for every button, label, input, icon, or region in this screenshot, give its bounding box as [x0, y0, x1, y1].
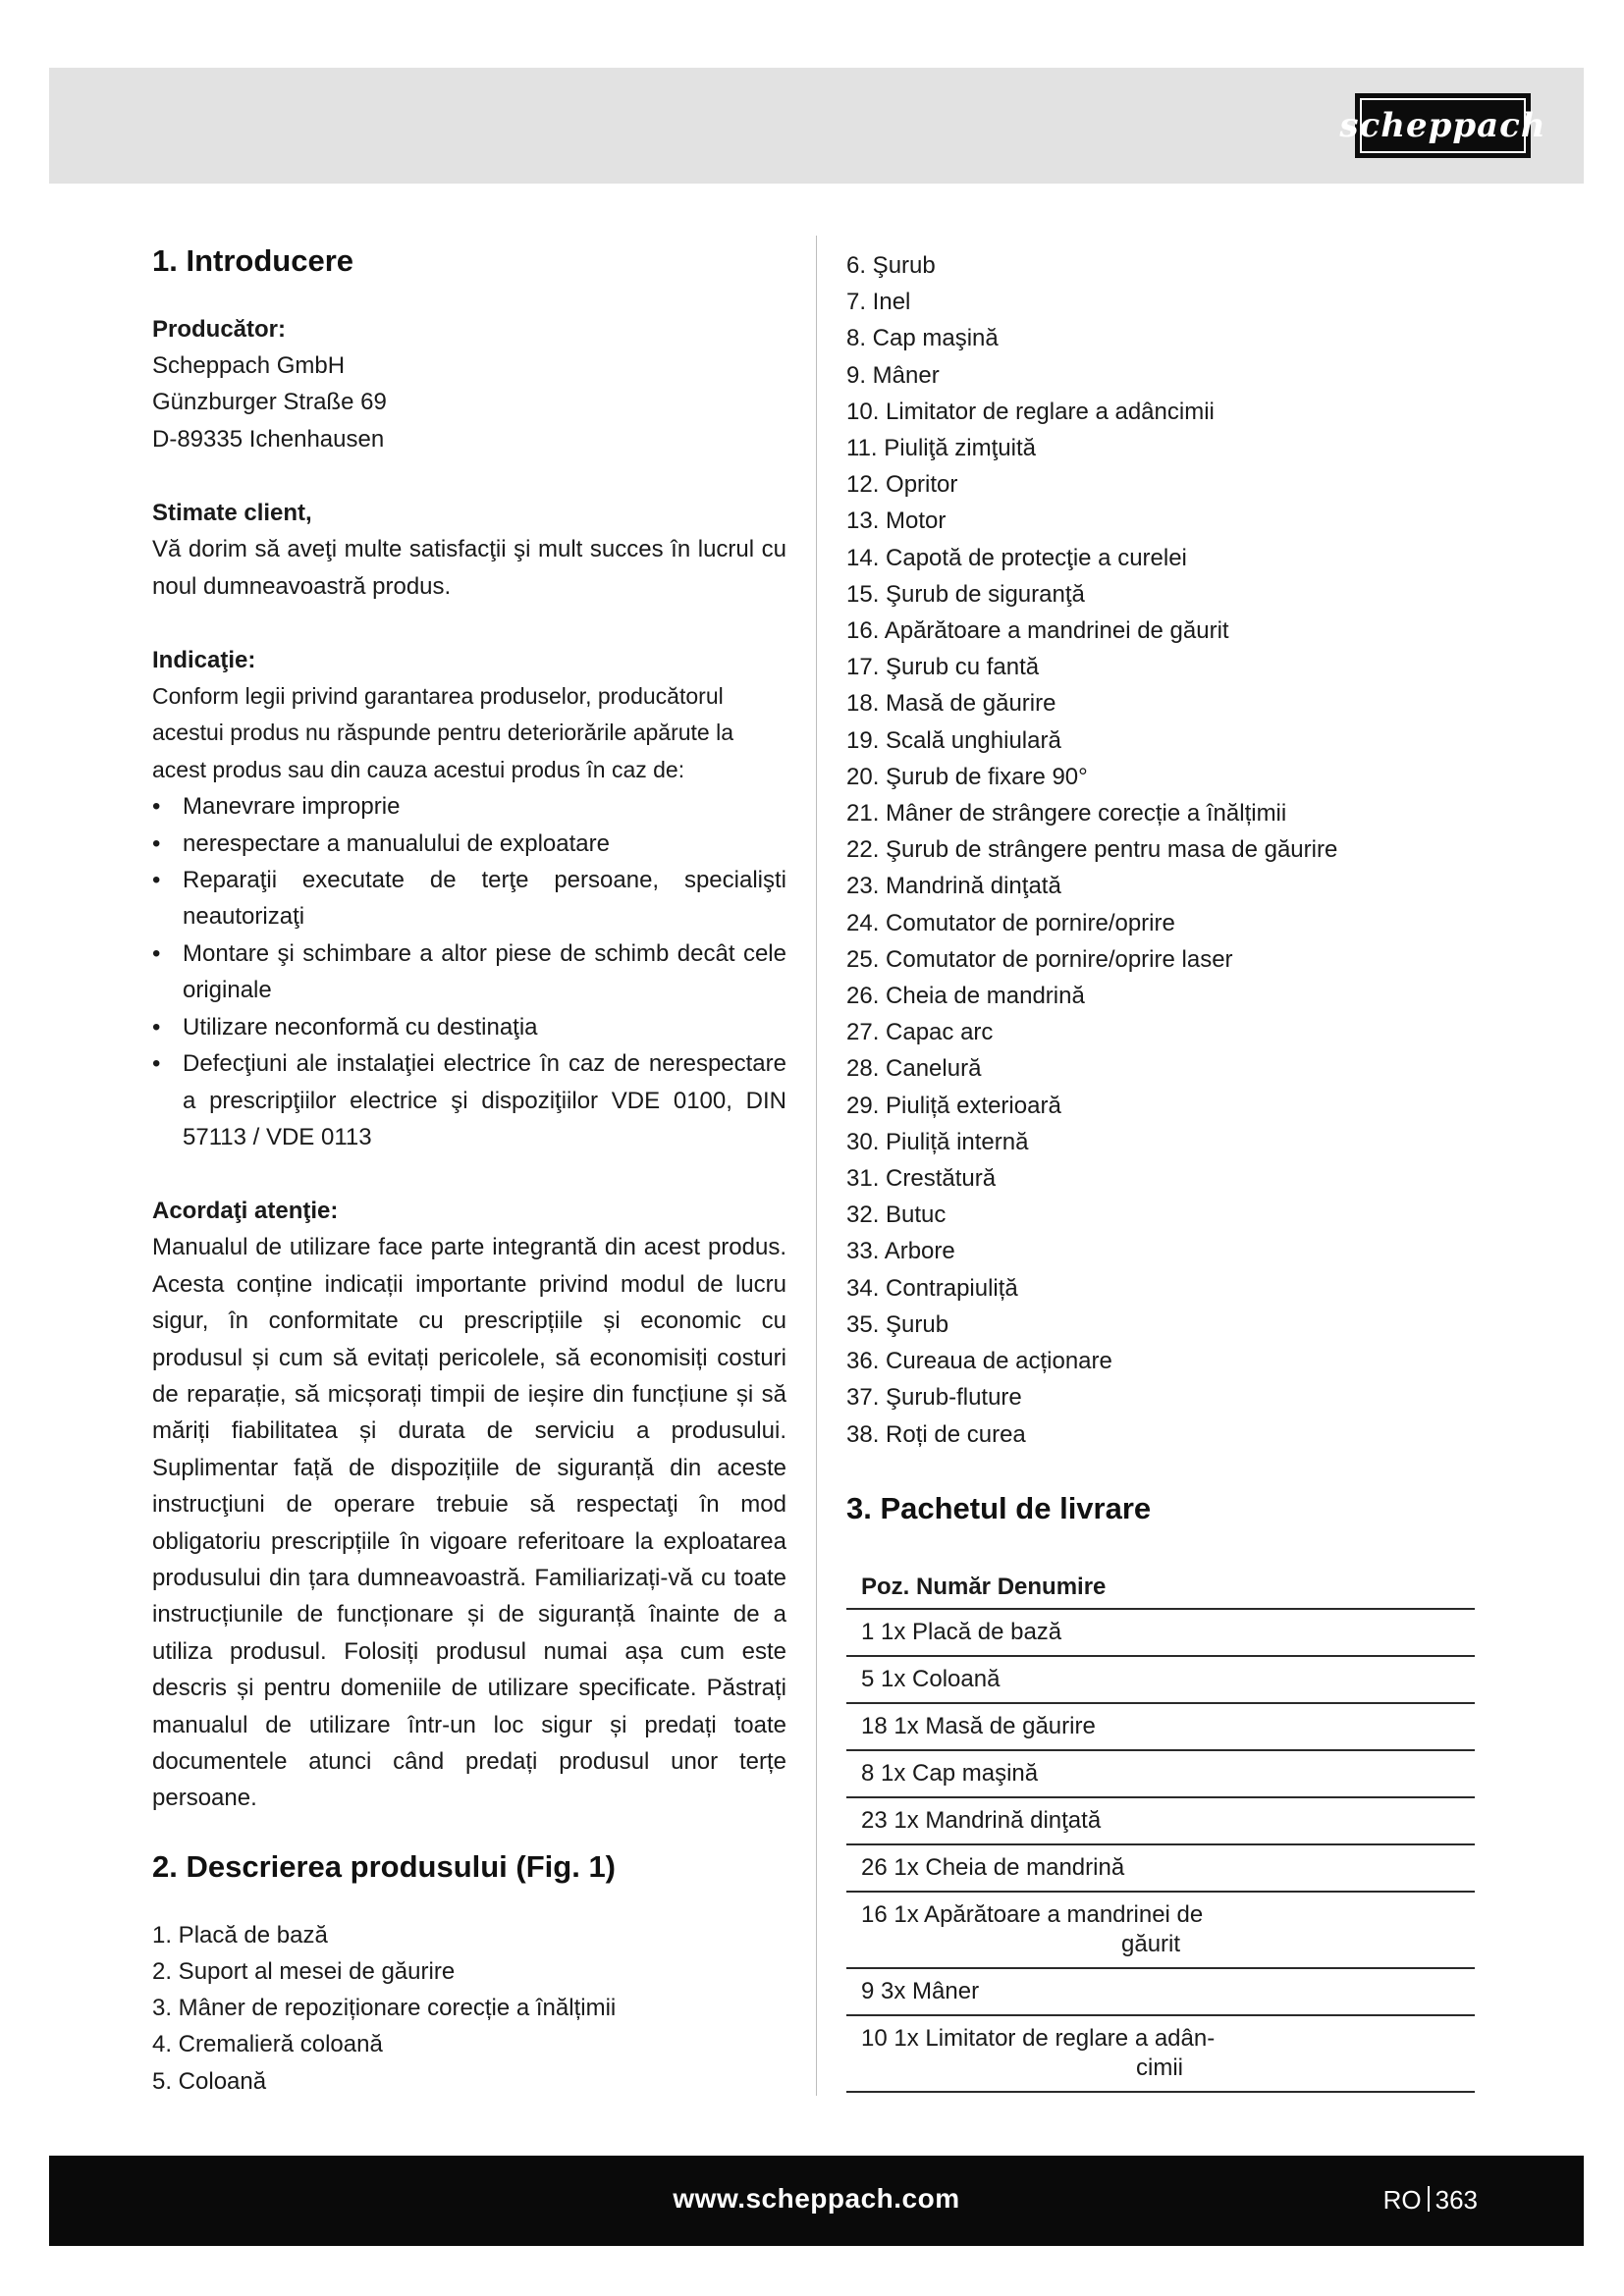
- row-text: 18 1x Masă de găurire: [861, 1712, 1096, 1739]
- list-item: • nerespectare a manualului de exploatare: [152, 826, 786, 862]
- page-number: 363: [1435, 2185, 1478, 2215]
- table-row: [846, 1750, 1475, 1797]
- attention-text: Manualul de utilizare face parte integrantă din acest produs. Acesta conține indicații importante privind modul de lucru sigur, în conformitate cu prescripțiile și economic cu produsul și cum să evitați pericolele, să economisiți costuri de reparație, să micșorați timpii de ieșire din funcțiune și să măriți fiabilitatea și durata de serviciu a produsului. Suplimentar față de dispozițiile de siguranță din aceste instrucţiuni de operare trebuie să respectaţi în mod obligatoriu prescripțiile în vigoare referitoare la exploatarea produsului din țara dumneavoastră. Familiarizați-vă cu toate instrucțiunile de funcționare și de siguranță înainte de a utiliza produsul. Folosiți produsul numai așa cum este descris și pentru domeniile de utilizare specificate. Păstrați manualul de utilizare într-un loc sigur și predați toate documentele atunci când predați produsul unor terțe persoane.: [152, 1234, 786, 1812]
- right-column: [846, 247, 1485, 2093]
- list-item: 6. Şurub: [846, 252, 936, 279]
- manufacturer-line: Günzburger Straße 69: [152, 389, 387, 416]
- column-divider: [816, 236, 817, 2096]
- manufacturer-line: D-89335 Ichenhausen: [152, 425, 385, 453]
- list-item: 35. Şurub: [846, 1310, 949, 1338]
- list-item: • Utilizare neconformă cu destinaţia: [152, 1009, 786, 1045]
- list-item: 16. Apărătoare a mandrinei de găurit: [846, 617, 1229, 645]
- manufacturer-line: Scheppach GmbH: [152, 352, 346, 379]
- table-cell: [846, 1892, 1475, 1968]
- list-item: 20. Şurub de fixare 90°: [846, 763, 1088, 790]
- list-item: 25. Comutator de pornire/oprire laser: [846, 945, 1233, 973]
- list-item: 26. Cheia de mandrină: [846, 983, 1085, 1010]
- brand-logo: scheppach: [1355, 93, 1531, 158]
- list-item: 10. Limitator de reglare a adâncimii: [846, 398, 1215, 425]
- list-item: 30. Piuliță internă: [846, 1128, 1029, 1155]
- list-item: 19. Scală unghiulară: [846, 726, 1061, 754]
- table-cell: [846, 1703, 1475, 1750]
- list-item: 22. Şurub de strângere pentru masa de găurire: [846, 836, 1338, 864]
- page-indicator: [1383, 2185, 1478, 2216]
- list-item: 24. Comutator de pornire/oprire: [846, 909, 1175, 936]
- list-item: 14. Capotă de protecţie a curelei: [846, 544, 1187, 571]
- language-code: RO: [1382, 2185, 1422, 2215]
- list-item: 31. Crestătură: [846, 1165, 997, 1193]
- list-item: 27. Capac arc: [846, 1019, 994, 1046]
- delivery-table-body: [846, 1609, 1475, 2092]
- list-item: 21. Mâner de strângere corecție a înălțimii: [846, 800, 1287, 828]
- row-text: 5 1x Coloană: [861, 1665, 1001, 1692]
- list-item: 1. Placă de bază: [152, 1921, 328, 1949]
- list-item: 36. Cureaua de acționare: [846, 1348, 1112, 1375]
- table-row: [846, 1892, 1475, 1968]
- list-item: 5. Coloană: [152, 2067, 267, 2095]
- section-title-introduction: 1. Introducere: [152, 243, 353, 278]
- list-item: 17. Şurub cu fantă: [846, 654, 1040, 681]
- footer-url[interactable]: www.scheppach.com: [673, 2183, 960, 2214]
- table-cell: [846, 2015, 1475, 2092]
- list-item: 9. Mâner: [846, 361, 940, 389]
- row-text: 16 1x Apărătoare a mandrinei de: [861, 1900, 1204, 1928]
- row-text: 10 1x Limitator de reglare a adân-: [861, 2024, 1216, 2052]
- list-item: 11. Piuliţă zimţuită: [846, 435, 1036, 462]
- row-text: 9 3x Mâner: [861, 1977, 980, 2004]
- list-item: 2. Suport al mesei de găurire: [152, 1958, 456, 1986]
- indication-text: Conform legii privind garantarea produselor, producătorul acestui produs nu răspunde pentru deteriorările apărute la acest produs sau din cauza acestui produs în caz de:: [152, 683, 733, 782]
- footer-band: [49, 2156, 1584, 2246]
- table-cell: [846, 1656, 1475, 1703]
- table-header: Poz. Număr Denumire: [846, 1567, 1475, 1609]
- list-item: 28. Canelură: [846, 1055, 982, 1083]
- dear-client-label: Stimate client,: [152, 500, 312, 527]
- list-item: 18. Masă de găurire: [846, 690, 1056, 718]
- indication-label: Indicaţie:: [152, 647, 256, 674]
- list-item: 29. Piuliță exterioară: [846, 1092, 1061, 1119]
- list-item: 4. Cremalieră coloană: [152, 2031, 383, 2058]
- table-row: [846, 1844, 1475, 1892]
- row-text-continued: găurit: [1121, 1930, 1181, 1957]
- list-item: 23. Mandrină dinţată: [846, 873, 1061, 900]
- table-row: [846, 1797, 1475, 1844]
- list-item: • Montare şi schimbare a altor piese de schimb decât cele originale: [152, 935, 786, 1009]
- table-cell: [846, 1797, 1475, 1844]
- table-row: [846, 2015, 1475, 2092]
- row-text-continued: cimii: [1136, 2054, 1183, 2081]
- parts-list-first: [152, 1917, 786, 2100]
- list-item: • Manevrare improprie: [152, 788, 786, 825]
- list-item: • Reparaţii executate de terţe persoane, specialişti neautorizaţi: [152, 862, 786, 935]
- table-row: [846, 1968, 1475, 2015]
- list-item: 33. Arbore: [846, 1238, 955, 1265]
- delivery-table: [846, 1567, 1475, 2093]
- parts-list-rest: [846, 247, 1485, 1453]
- table-cell: [846, 1844, 1475, 1892]
- list-item: 13. Motor: [846, 507, 947, 535]
- left-column: [152, 240, 786, 2100]
- attention-label: Acordaţi atenţie:: [152, 1198, 339, 1225]
- manufacturer-label: Producător:: [152, 316, 287, 343]
- indication-list: [152, 788, 786, 1155]
- list-item: 15. Şurub de siguranţă: [846, 580, 1085, 608]
- section-title-description: 2. Descrierea produsului (Fig. 1): [152, 1848, 617, 1884]
- list-item: 34. Contrapiuliță: [846, 1274, 1018, 1302]
- table-cell: [846, 1968, 1475, 2015]
- table-row: [846, 1609, 1475, 1656]
- table-row: [846, 1656, 1475, 1703]
- row-text: 8 1x Cap maşină: [861, 1759, 1039, 1787]
- list-item: 8. Cap maşină: [846, 325, 999, 352]
- list-item: 7. Inel: [846, 289, 911, 316]
- row-text: 26 1x Cheia de mandrină: [861, 1853, 1125, 1881]
- section-title-delivery: 3. Pachetul de livrare: [846, 1490, 1152, 1525]
- list-item: 32. Butuc: [846, 1201, 947, 1229]
- list-item: 38. Roți de curea: [846, 1420, 1026, 1448]
- table-row: [846, 1703, 1475, 1750]
- list-item: 12. Opritor: [846, 471, 958, 499]
- row-text: 23 1x Mandrină dinţată: [861, 1806, 1102, 1834]
- list-item: 3. Mâner de repoziționare corecție a înălțimii: [152, 1995, 617, 2022]
- separator: [1428, 2186, 1430, 2212]
- table-cell: [846, 1609, 1475, 1656]
- table-header-row: [846, 1567, 1475, 1609]
- list-item: 37. Şurub-fluture: [846, 1384, 1022, 1412]
- table-cell: [846, 1750, 1475, 1797]
- row-text: 1 1x Placă de bază: [861, 1618, 1062, 1645]
- list-item: • Defecţiuni ale instalaţiei electrice în caz de nerespectare a prescripţiilor electrice şi dispoziţiilor VDE 0100, DIN 57113 / VDE 0113: [152, 1045, 786, 1155]
- dear-client-text: Vă dorim să aveţi multe satisfacţii şi mult succes în lucrul cu noul dumneavoastră produs.: [152, 536, 786, 600]
